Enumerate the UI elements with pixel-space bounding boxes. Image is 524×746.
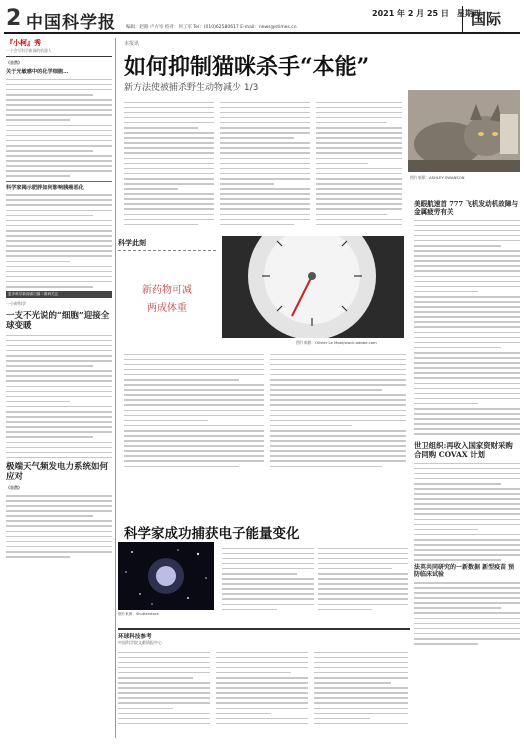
qr-banner: 更多科学新闻请扫描二维码关注	[6, 291, 112, 298]
source-tag: 《自然》	[6, 485, 22, 491]
lead-subhead: 新方法使被捕杀野生动物减少 1/3	[124, 83, 259, 93]
box-heading: 科学此刻	[118, 238, 216, 251]
article-body	[414, 220, 520, 436]
article-body	[6, 194, 112, 287]
cat-photo	[408, 90, 520, 172]
article-body	[314, 648, 408, 728]
article-kicker: 本报讯	[124, 41, 140, 47]
article-body	[6, 495, 112, 558]
column-divider	[115, 38, 116, 738]
article-body	[6, 335, 112, 459]
photo-caption: 图片来源：Shutterstock	[118, 612, 159, 616]
newspaper-logo: 中国科学报	[26, 13, 116, 33]
article-headline: 科学家揭示肥胖如何影响胰癌恶化	[6, 184, 84, 191]
box-title-line: 两成体重	[147, 303, 187, 314]
box-heading: 环球科技参考	[118, 634, 152, 640]
article-headline: 科学家成功捕获电子能量变化	[124, 526, 300, 542]
environment-reference-box	[118, 628, 410, 646]
article-body	[118, 648, 210, 728]
article-body	[124, 350, 264, 471]
masthead	[4, 4, 520, 34]
article-headline: 一支不光说的“细胞”迎接全球变暖	[6, 311, 110, 332]
particle-photo	[118, 542, 214, 610]
article-body	[124, 98, 214, 229]
article-headline: 美眼航速首 777 飞机发动机故障与金属疲劳有关	[414, 200, 519, 216]
article-kicker: 一小时科学	[6, 301, 26, 307]
left-column	[6, 38, 112, 744]
box-subheading: 中国科学院文献情报中心	[118, 640, 162, 645]
staff-line: 编辑：赵路 卢方岑 校对：何工军 Tel：(010)62580617 E-mail：news@stimes.cn	[126, 25, 297, 30]
article-body	[220, 98, 310, 229]
science-now-box	[118, 238, 216, 340]
article-body	[414, 582, 520, 645]
article-headline: 极端天气频发电力系统如何应对	[6, 462, 109, 483]
article-body	[316, 98, 402, 229]
section-label: 国际	[462, 6, 522, 32]
photo-caption: 图片来源：Olivier Le Moal/stock.adobe.com	[296, 340, 377, 345]
article-headline: 法英共同研究的一新数据 新型疫苗 预防临床试验	[414, 564, 515, 579]
article-body	[318, 544, 408, 614]
right-column	[414, 200, 520, 648]
photo-caption: 图片来源：ASHLEY SWANSON	[410, 175, 465, 180]
article-body	[216, 648, 308, 728]
box-title-line: 新药物可减	[142, 285, 192, 296]
column-title: 『小柯』秀	[6, 38, 41, 47]
issue-date: 2021 年 2 月 25 日 星期四	[372, 9, 481, 18]
article-body	[6, 79, 112, 177]
source-tag: 《自然》	[6, 60, 22, 65]
scale-photo	[222, 236, 404, 338]
article-body	[270, 350, 406, 471]
article-headline: 关于光敏感中的化学细胞…	[6, 69, 69, 75]
column-subtitle: 一个会写科学新闻的机器人	[6, 48, 112, 57]
page-number: 2	[6, 6, 22, 31]
article-headline: 世卫组织:再收入国家资财采购合同购 COVAX 计划	[414, 441, 513, 460]
lead-headline: 如何抑制猫咪杀手“本能”	[124, 54, 370, 80]
article-body	[222, 544, 314, 614]
article-body	[414, 463, 520, 561]
